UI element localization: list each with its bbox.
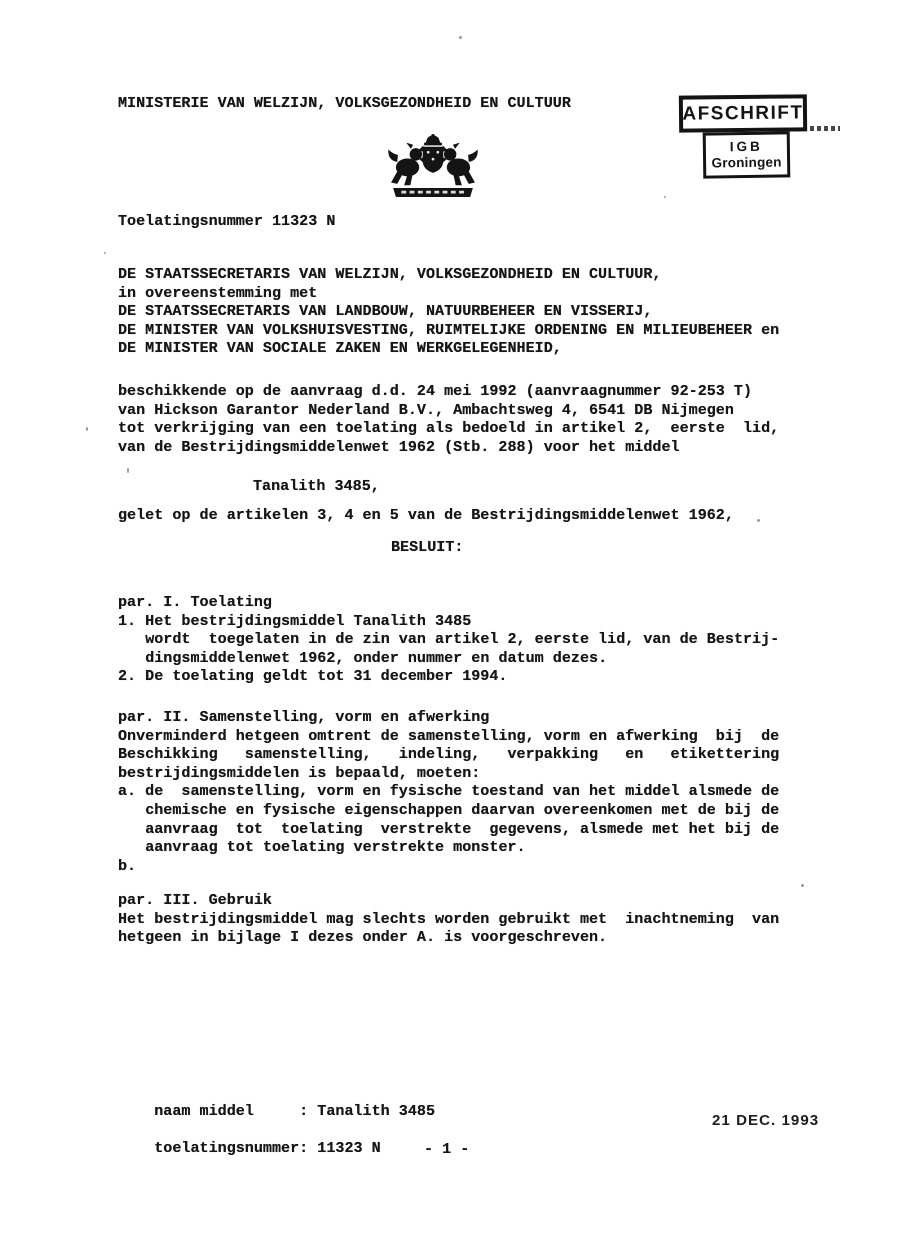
- igb-stamp-line2: Groningen: [711, 154, 782, 171]
- product-name: Tanalith 3485,: [253, 477, 380, 495]
- scan-speck: [801, 884, 804, 887]
- afschrift-stamp-label: AFSCHRIFT: [682, 101, 804, 125]
- igb-groningen-stamp: [703, 131, 791, 178]
- paragraph-3-gebruik: par. III. Gebruik Het bestrijdingsmiddel mag slechts worden gebruikt met inachtneming van hetgeen in bijlage I dezes onder A. is voorgeschreven.: [118, 891, 780, 947]
- scan-speck: [664, 196, 666, 198]
- stamp-ink-marks: [810, 126, 840, 131]
- preamble-authorities: DE STAATSSECRETARIS VAN WELZIJN, VOLKSGEZONDHEID EN CULTUUR, in overeenstemming met DE STAATSSECRETARIS VAN LANDBOUW, NATUURBEHEER EN VISSERIJ, DE MINISTER VAN VOLKSHUISVESTING, RUIMTELIJKE ORDENING EN MILIEUBEHEER en DE MINISTER VAN SOCIALE ZAKEN EN WERKGELEGENHEID,: [118, 265, 780, 358]
- scan-speck: [459, 36, 462, 39]
- ministry-header: MINISTERIE VAN WELZIJN, VOLKSGEZONDHEID EN CULTUUR: [118, 94, 571, 112]
- decision-heading: BESLUIT:: [391, 538, 464, 556]
- page-number: - 1 -: [424, 1140, 470, 1158]
- footer-product-line: naam middel : Tanalith 3485: [154, 1101, 436, 1120]
- dutch-coat-of-arms-icon: [384, 133, 482, 199]
- scan-speck: [86, 427, 88, 431]
- scan-speck: [757, 519, 760, 522]
- afschrift-stamp: [679, 94, 807, 132]
- igb-stamp-line1: IGB: [729, 138, 763, 155]
- legal-basis-line: gelet op de artikelen 3, 4 en 5 van de Bestrijdingsmiddelenwet 1962,: [118, 506, 734, 524]
- scan-speck: [104, 252, 106, 254]
- paragraph-1-toelating: par. I. Toelating 1. Het bestrijdingsmiddel Tanalith 3485 wordt toegelaten in de zin van artikel 2, eerste lid, van de Bestrij- dingsmiddelenwet 1962, onder nummer en datum dezes. 2. De toelating geldt tot 31 december 1994.: [118, 593, 780, 686]
- permit-number-line: Toelatingsnummer 11323 N: [118, 212, 336, 230]
- scan-speck: [127, 468, 129, 473]
- footer-reference-block: [118, 1083, 435, 1176]
- date-stamp: 21 DEC. 1993: [712, 1113, 820, 1129]
- application-paragraph: beschikkende op de aanvraag d.d. 24 mei 1992 (aanvraagnummer 92-253 T) van Hickson Garantor Nederland B.V., Ambachtsweg 4, 6541 DB Nijmegen tot verkrijging van een toelating als bedoeld in artikel 2, eerste lid, van de Bestrijdingsmiddelenwet 1962 (Stb. 288) voor het middel: [118, 382, 780, 456]
- paragraph-2-samenstelling: par. II. Samenstelling, vorm en afwerking Onverminderd hetgeen omtrent de samenstelling, vorm en afwerking bij de Beschikking samenstelling, indeling, verpakking en etikettering bestrijdingsmiddelen is bepaald, moeten: a. de samenstelling, vorm en fysische toestand van het middel alsmede de chemische en fysische eigenschappen daarvan overeenkomen met de bij de aanvraag tot toelating verstrekte gegevens, alsmede met het bij de aanvraag tot toelating verstrekte monster. b.: [118, 708, 780, 875]
- footer-permit-line: toelatingsnummer: 11323 N: [154, 1138, 381, 1157]
